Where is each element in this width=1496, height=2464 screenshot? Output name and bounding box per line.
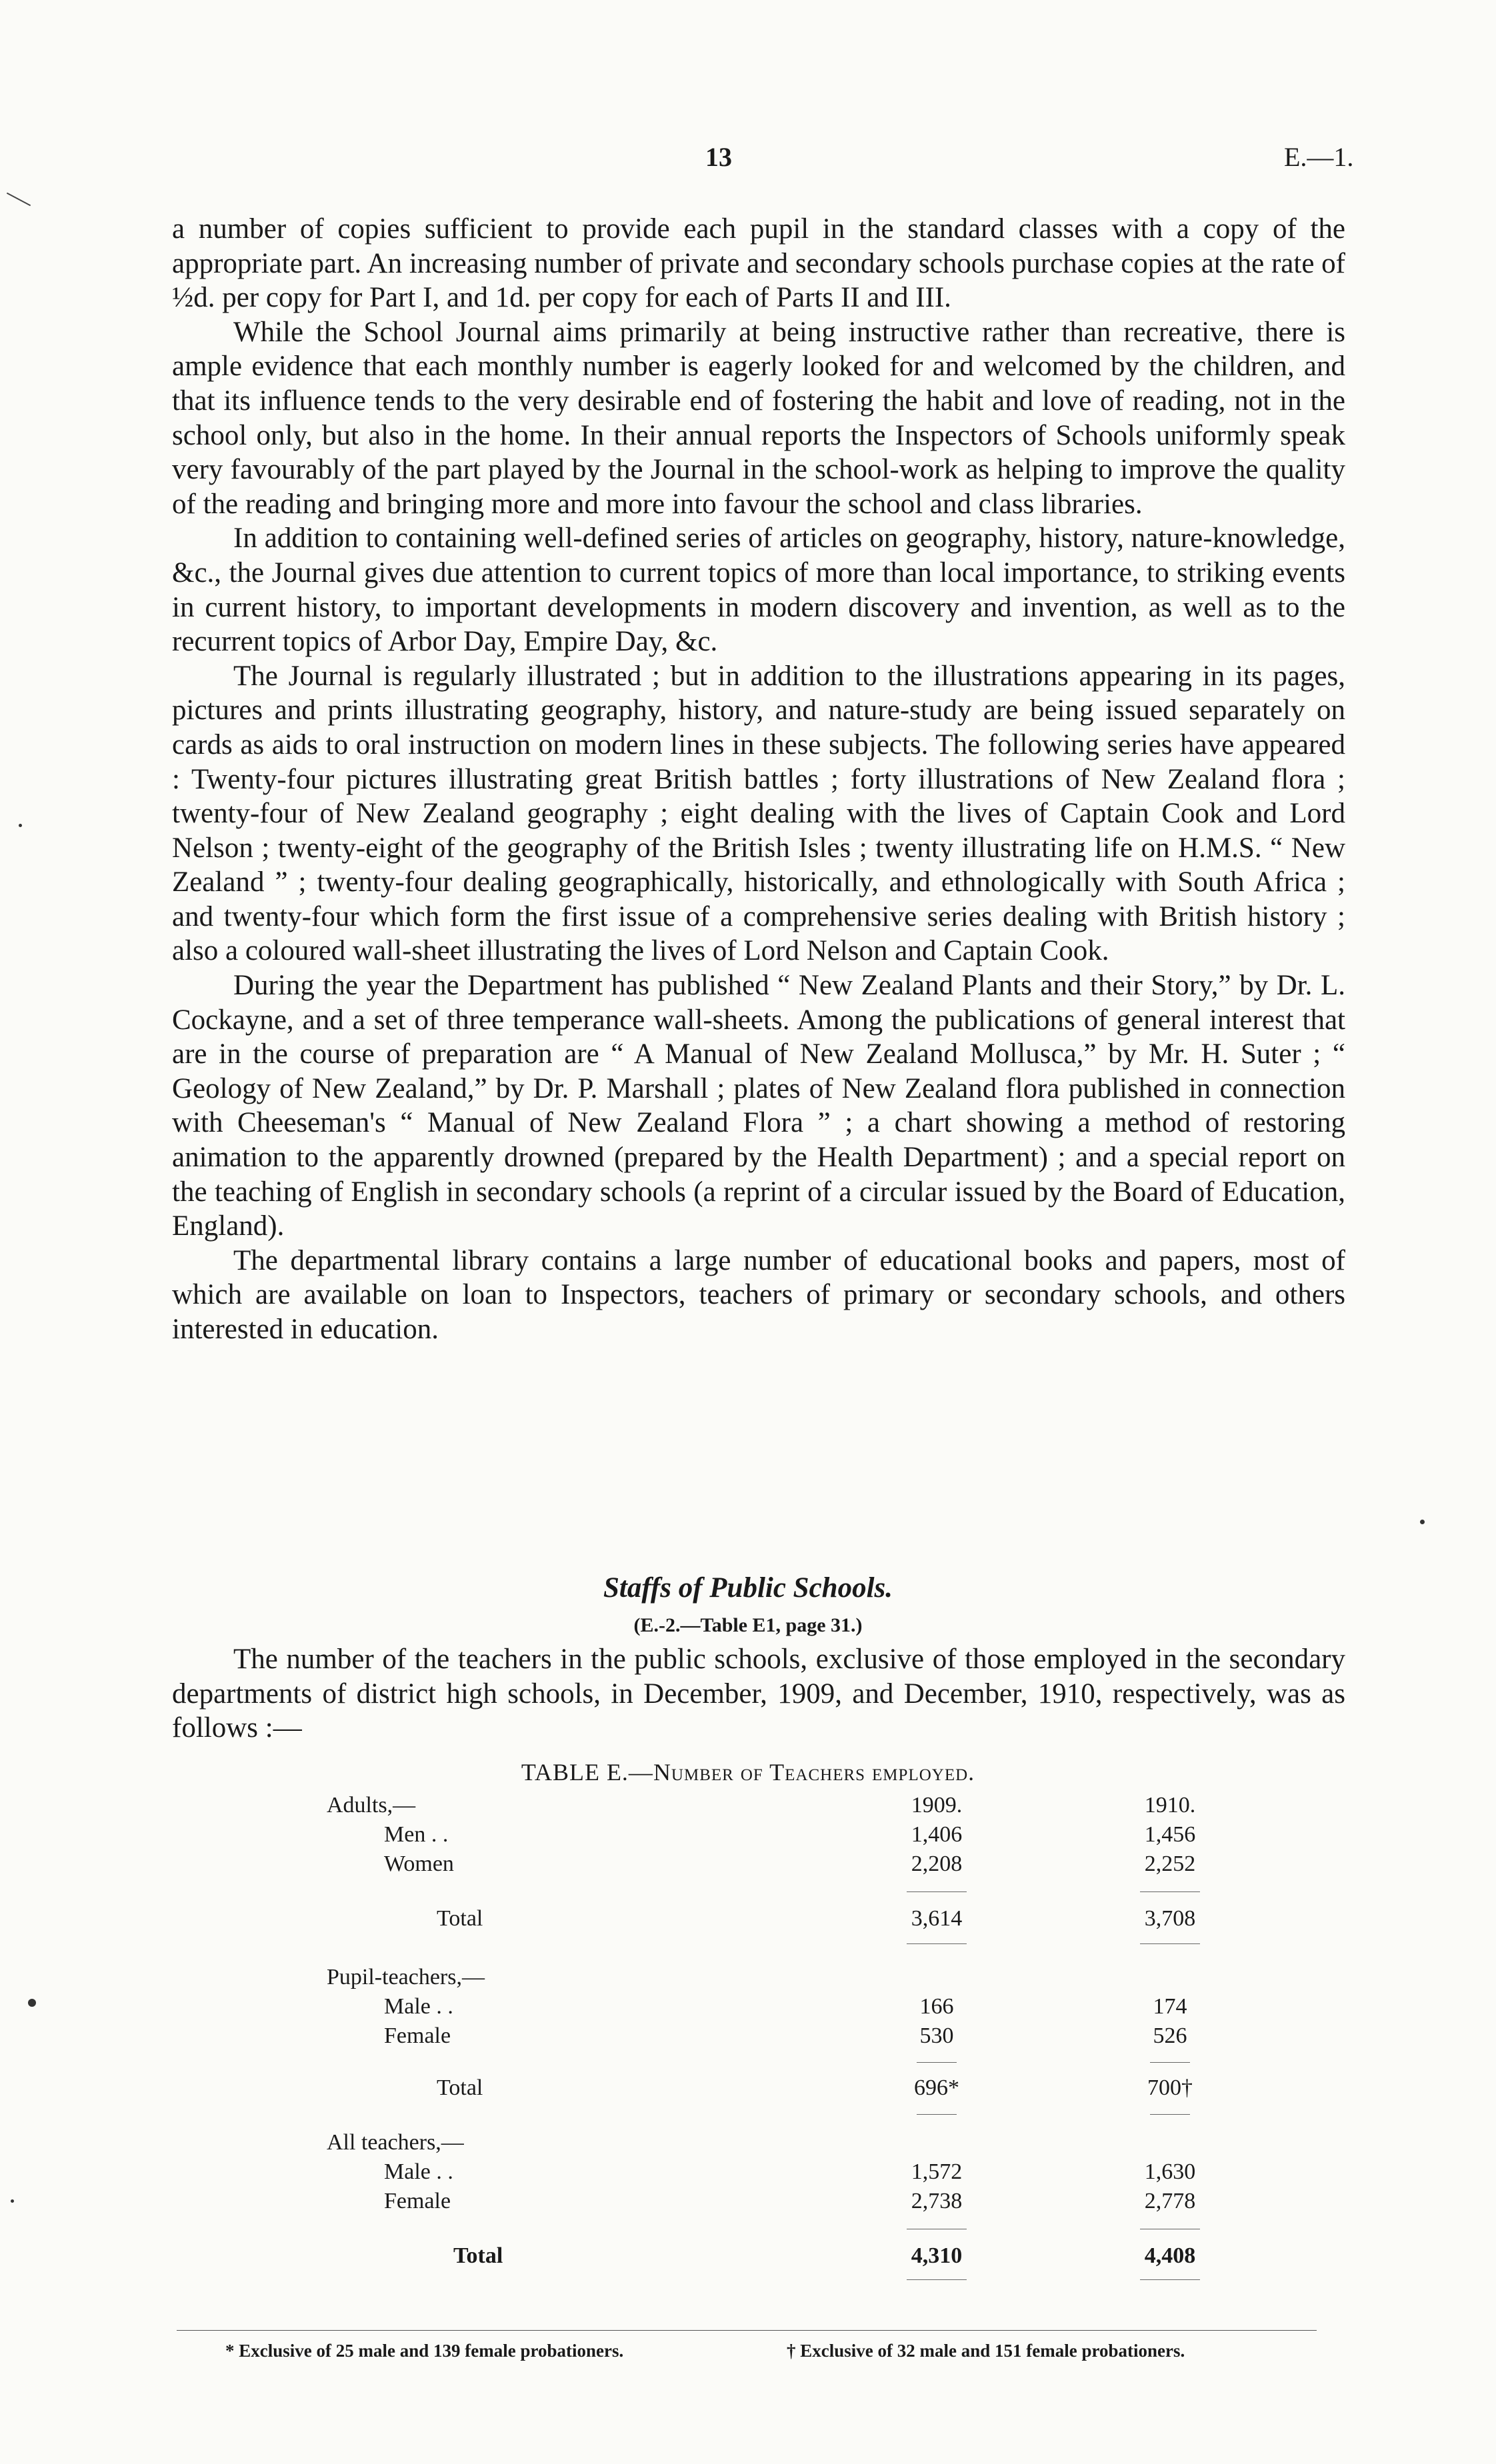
table-row	[0, 1851, 1496, 1881]
row-heading: All teachers,—	[327, 2130, 464, 2155]
cell-1909: 3,614	[911, 1906, 963, 1931]
footnote-dagger: † Exclusive of 32 male and 151 female probationers.	[787, 2341, 1185, 2361]
page-number: 13	[705, 142, 732, 172]
cell-1910: 1,630	[1144, 2159, 1196, 2184]
margin-mark	[7, 193, 31, 207]
cell-1910: 2,778	[1144, 2189, 1196, 2213]
cell-1909: 166	[919, 1994, 954, 2019]
total-rule	[1140, 2279, 1200, 2280]
table-row	[0, 2130, 1496, 2159]
cell-1909: 2,738	[911, 2189, 963, 2213]
cell-1910: 526	[1153, 2023, 1187, 2048]
cell-1910: 1,456	[1144, 1822, 1196, 1847]
paragraph-3: In addition to containing well-defined series of articles on geography, history, nature-knowledge, &c., the Journal gives due attention to current topics of more than local importance, to striking events in current history, to important developments in modern discovery and invention, as well as to the recurrent topics of Arbor Day, Empire Day, &c.	[172, 523, 1345, 658]
cell-1909: 1,572	[911, 2159, 963, 2184]
cell-1910: 2,252	[1144, 1851, 1196, 1876]
row-label: Male . .	[384, 2159, 453, 2184]
sum-rule	[1150, 2062, 1190, 2063]
table-row	[0, 1822, 1496, 1851]
sum-rule	[1140, 1891, 1200, 1892]
row-label: Male . .	[384, 1994, 453, 2019]
table-title-prefix: TABLE E.—	[521, 1759, 653, 1786]
sum-rule	[907, 1891, 967, 1892]
cell-1910: 700†	[1147, 2075, 1193, 2100]
total-rule	[907, 2279, 967, 2280]
row-heading: Adults,—	[327, 1793, 416, 1818]
total-rule	[1140, 1943, 1200, 1944]
intro-paragraph: The number of the teachers in the public schools, exclusive of those employed in the secondary departments of district high schools, in December, 1909, and December, 1910, respectively, was as follows :—	[172, 1644, 1345, 1744]
table-row	[0, 1793, 1496, 1822]
row-label: Female	[384, 2023, 451, 2048]
table-row	[0, 1965, 1496, 1994]
cell-1909: 530	[919, 2023, 954, 2048]
row-heading: Pupil-teachers,—	[327, 1965, 485, 1989]
row-label: Total	[437, 1906, 483, 1931]
page-header	[0, 141, 1496, 181]
total-rule	[917, 2114, 957, 2115]
cell-1909: 1,406	[911, 1822, 963, 1847]
column-header: 1910.	[1144, 1793, 1196, 1818]
table-row	[0, 2075, 1496, 2105]
table-row	[0, 1906, 1496, 1935]
cell-1910: 3,708	[1144, 1906, 1196, 1931]
row-label: Total	[453, 2243, 503, 2268]
cell-1909: 2,208	[911, 1851, 963, 1876]
total-rule	[1150, 2114, 1190, 2115]
footnote-star: * Exclusive of 25 male and 139 female probationers.	[225, 2341, 624, 2361]
table-row	[0, 2159, 1496, 2189]
row-label: Men . .	[384, 1822, 449, 1847]
paragraph-6: The departmental library contains a large number of educational books and papers, most of which are available on loan to Inspectors, teachers of primary or secondary schools, and others interested in education.	[172, 1244, 1345, 1345]
footnote-rule	[177, 2330, 1317, 2331]
sum-rule	[917, 2062, 957, 2063]
footnotes	[0, 2341, 1496, 2367]
table-row	[0, 2243, 1496, 2273]
section-title: Staffs of Public Schools.	[603, 1572, 893, 1604]
row-label: Total	[437, 2075, 483, 2100]
margin-dot	[19, 824, 22, 827]
cell-1909: 4,310	[911, 2243, 963, 2268]
total-rule	[907, 1943, 967, 1944]
table-title-caps: Number of Teachers employed.	[653, 1759, 975, 1786]
table-row	[0, 2023, 1496, 2053]
paragraph-4: The Journal is regularly illustrated ; but in addition to the illustrations appearing in its pages, pictures and prints illustrating geography, history, and nature-study are being issued separately on cards as aids to oral instruction on modern lines in these subjects. The following series have appeared : Twenty-four pictures illustrating great British battles ; forty illustrations of New Zealand flora ; twenty-four of New Zealand geography ; eight dealing with the lives of Captain Cook and Lord Nelson ; twenty-eight of the geography of the British Isles ; twenty illustrating life on H.M.S. “ New Zealand ” ; twenty-four dealing geographically, historically, and ethnologically with South Africa ; and twenty-four which form the first issue of a comprehensive series dealing with British history ; also a coloured wall-sheet illustrating the lives of Lord Nelson and Captain Cook.	[172, 660, 1345, 967]
paragraph-1: a number of copies sufficient to provide each pupil in the standard classes with a copy of the appropriate part. An increasing number of private and secondary schools purchase copies at the rate of ½d. per copy for Part I, and 1d. per copy for each of Parts II and III.	[172, 213, 1345, 314]
section-reference: (E.-2.—Table E1, page 31.)	[633, 1614, 863, 1636]
document-reference: E.—1.	[1284, 142, 1354, 172]
table-row	[0, 1994, 1496, 2023]
paragraph-5: During the year the Department has published “ New Zealand Plants and their Story,” by Dr. L. Cockayne, and a set of three temperance wall-sheets. Among the publications of general interest that are in the course of preparation are “ A Manual of New Zealand Mollusca,” by Mr. H. Suter ; “ Geology of New Zealand,” by Dr. P. Marshall ; plates of New Zealand flora published in connection with Cheeseman's “ Manual of New Zealand Flora ” ; a chart showing a method of restoring animation to the apparently drowned (prepared by the Health Department) ; and a special report on the teaching of English in secondary schools (a reprint of a circular issued by the Board of Education, England).	[172, 970, 1345, 1242]
section-intro	[172, 1642, 1345, 1746]
table-row	[0, 2189, 1496, 2218]
cell-1910: 4,408	[1144, 2243, 1196, 2268]
body-text	[172, 212, 1345, 1347]
row-label: Women	[384, 1851, 454, 1876]
row-label: Female	[384, 2189, 451, 2213]
table-title	[0, 1758, 1496, 1786]
column-header: 1909.	[911, 1793, 963, 1818]
cell-1909: 696*	[914, 2075, 959, 2100]
paragraph-2: While the School Journal aims primarily at being instructive rather than recreative, there is ample evidence that each monthly number is eagerly looked for and welcomed by the children, and that its influence tends to the very desirable end of fostering the habit and love of reading, not in the school only, but also in the home. In their annual reports the Inspectors of Schools uniformly speak very favourably of the part played by the Journal in the school-work as helping to improve the quality of the reading and bringing more and more into favour the school and class libraries.	[172, 316, 1345, 520]
cell-1910: 174	[1153, 1994, 1187, 2019]
margin-dot	[1420, 1520, 1425, 1524]
